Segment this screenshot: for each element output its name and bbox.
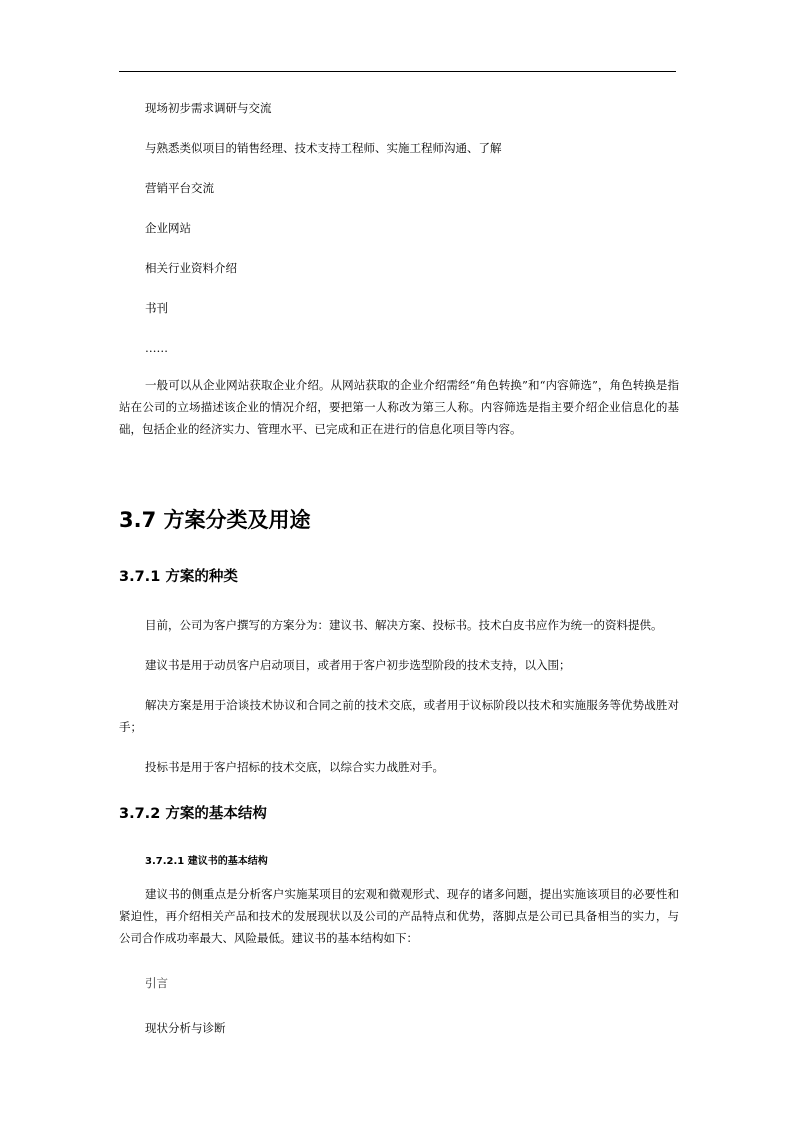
- section-heading-3-7: 3.7 方案分类及用途: [119, 508, 311, 532]
- intro-paragraph: 一般可以从企业网站获取企业介绍。从网站获取的企业介绍需经“角色转换”和“内容筛选”，角色转换是指站在公司的立场描述该企业的情况介绍，要把第一人称改为第三人称。内容筛选是指主要介绍企业信息化的基础，包括企业的经济实力、管理水平、已完成和正在进行的信息化项目等内容。: [119, 378, 679, 436]
- list-item: ……: [145, 341, 168, 355]
- paragraph: 建议书的侧重点是分析客户实施某项目的宏观和微观形式、现存的诸多问题，提出实施该项目的必要性和紧迫性，再介绍相关产品和技术的发展现状以及公司的产品特点和优势，落脚点是公司已具备相当的实力，与公司合作成功率最大、风险最低。建议书的基本结构如下：: [119, 887, 679, 945]
- list-item: 书刊: [145, 301, 168, 315]
- list-item: 相关行业资料介绍: [145, 261, 237, 275]
- section-heading-3-7-1: 3.7.1 方案的种类: [119, 569, 238, 585]
- list-item-label: 引言: [145, 976, 168, 990]
- list-item: 现场初步需求调研与交流: [145, 101, 272, 115]
- paragraph: 建议书是用于动员客户启动项目，或者用于客户初步选型阶段的技术支持，以入围；: [145, 658, 571, 672]
- header-rule: [119, 71, 676, 72]
- paragraph: 目前，公司为客户撰写的方案分为：建议书、解决方案、投标书。技术白皮书应作为统一的资料提供。: [145, 618, 663, 632]
- list-item: 与熟悉类似项目的销售经理、技术支持工程师、实施工程师沟通、了解: [145, 141, 502, 155]
- list-item: 企业网站: [145, 221, 191, 235]
- section-heading-3-7-2: 3.7.2 方案的基本结构: [119, 806, 267, 822]
- list-item: 现状分析与诊断: [145, 1021, 226, 1035]
- paragraph: 解决方案是用于洽谈技术协议和合同之前的技术交底，或者用于议标阶段以技术和实施服务等优势战胜对手；: [119, 698, 679, 734]
- section-heading-3-7-2-1: 3.7.2.1 建议书的基本结构: [145, 856, 268, 867]
- paragraph: 投标书是用于客户招标的技术交底，以综合实力战胜对手。: [145, 760, 444, 774]
- list-item-clipped: [145, 971, 168, 990]
- list-item: 营销平台交流: [145, 181, 214, 195]
